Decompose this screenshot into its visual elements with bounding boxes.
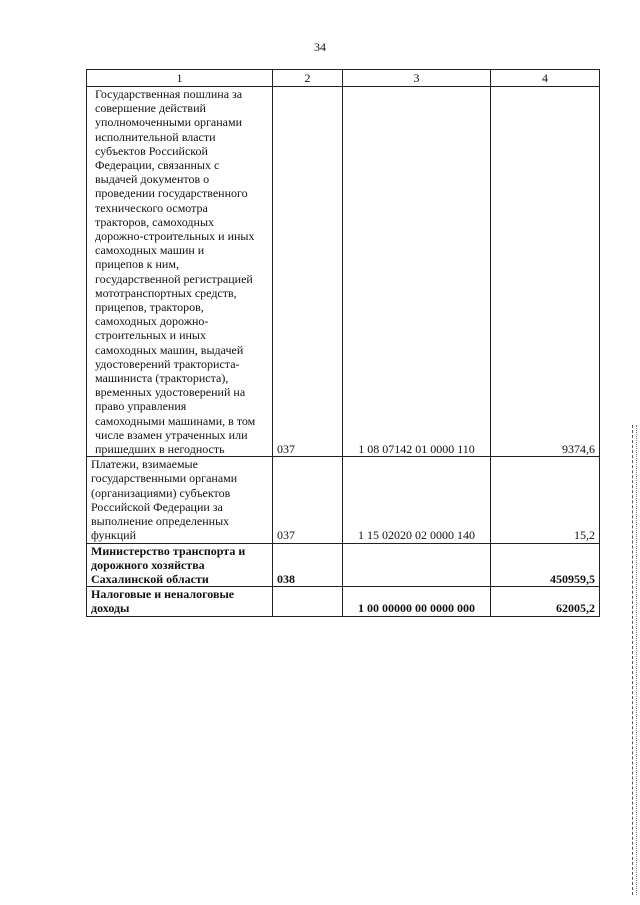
row-name: Государственная пошлина за совершение действий уполномоченными органами исполнительной власти субъектов Российской Федерации, связанных с выдачей документов о проведении государственного технического осмотра тракторов, самоходных дорожно-строительных и иных самоходных машин и прицепов к ним, государственной регистрацией мототранспортных средств, прицепов, тракторов, самоходных дорожно- строительных и иных самоходных машин, выдачей удостоверений тракториста- машиниста (тракториста), временных удостоверений на право управления самоходными машинами, в том числе взамен утраченных или пришедших в негодность xyxy=(95,87,256,457)
row-name: Платежи, взимаемые государственными органами (организациями) субъектов Российской Федерации за выполнение определенных функций xyxy=(91,457,238,543)
row-kbk xyxy=(343,543,491,587)
row-kbk: 1 00 00000 00 0000 000 xyxy=(343,587,491,616)
row-name: Налоговые и неналоговые доходы xyxy=(91,587,235,616)
row-amount: 9374,6 xyxy=(491,87,600,457)
table-row xyxy=(87,87,600,457)
row-amount: 450959,5 xyxy=(491,543,600,587)
row-name: Министерство транспорта и дорожного хозяйства Сахалинской области xyxy=(91,543,246,586)
row-amount: 62005,2 xyxy=(491,587,600,616)
row-name-cell xyxy=(87,543,273,587)
row-code: 038 xyxy=(273,543,343,587)
table-row-ministry-total xyxy=(87,543,600,587)
table-row xyxy=(87,457,600,543)
page-number: 34 xyxy=(314,40,326,54)
row-name-cell xyxy=(87,587,273,616)
row-name-cell xyxy=(87,457,273,543)
table-header-row xyxy=(87,70,600,87)
row-kbk: 1 15 02020 02 0000 140 xyxy=(343,457,491,543)
row-amount: 15,2 xyxy=(491,457,600,543)
budget-revenue-table xyxy=(86,69,600,617)
table-row-revenue-total xyxy=(87,587,600,616)
row-name-cell xyxy=(87,87,273,457)
column-header-3: 3 xyxy=(343,70,491,87)
column-header-1: 1 xyxy=(87,70,273,87)
scan-edge-mark xyxy=(632,425,637,895)
column-header-2: 2 xyxy=(273,70,343,87)
row-code: 037 xyxy=(273,457,343,543)
column-header-4: 4 xyxy=(491,70,600,87)
row-code xyxy=(273,587,343,616)
row-kbk: 1 08 07142 01 0000 110 xyxy=(343,87,491,457)
row-code: 037 xyxy=(273,87,343,457)
